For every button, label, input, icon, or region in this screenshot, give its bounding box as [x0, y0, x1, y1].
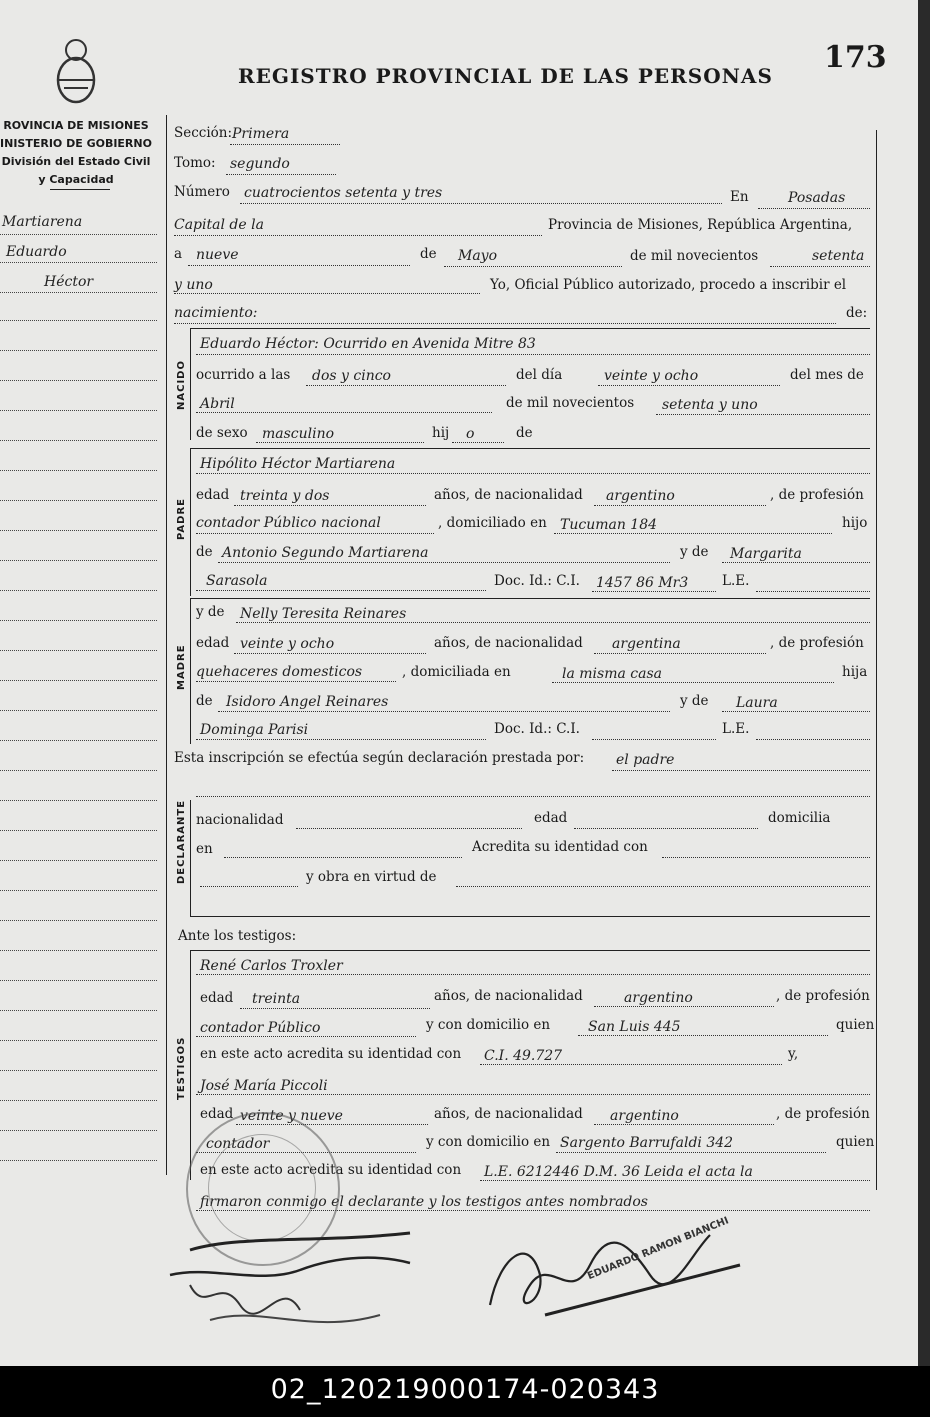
testigo2-edad: veinte y nueve	[240, 1108, 343, 1124]
de-label: de	[420, 246, 437, 262]
madre-yde2-label: y de	[680, 693, 709, 709]
padre-le-label: L.E.	[722, 573, 750, 589]
madre-nacionalidad: argentina	[612, 636, 681, 652]
testigo2-nacionalidad: argentino	[610, 1108, 679, 1124]
testigo1-prof-label: , de profesión	[776, 988, 870, 1004]
testigo2-nac-label: años, de nacionalidad	[434, 1106, 583, 1122]
page-edge	[918, 0, 930, 1366]
seccion-value: Primera	[232, 126, 290, 142]
agency-line: y Capacidad	[38, 173, 114, 186]
margin-note-name: Eduardo	[6, 244, 67, 260]
document-code: 02_120219000174-020343	[270, 1374, 660, 1405]
padre-dom-label: , domiciliado en	[438, 515, 547, 531]
testigo1-profesion: contador Público	[200, 1020, 321, 1036]
padre-de-label: de	[196, 544, 213, 560]
testigo2-profesion: contador	[206, 1136, 270, 1152]
padre-padre-de: Antonio Segundo Martiarena	[222, 545, 429, 561]
declarante-obra-label: y obra en virtud de	[306, 869, 437, 885]
testigos-section-label: TESTIGOS	[176, 1036, 187, 1100]
mil-label: de mil novecientos	[630, 248, 759, 264]
madre-edad: veinte y ocho	[240, 636, 335, 652]
padre-nac-label: años, de nacionalidad	[434, 487, 583, 503]
testigo1-domicilio: San Luis 445	[588, 1019, 681, 1035]
testigo1-dom-label: y con domicilio en	[426, 1017, 551, 1033]
testigo2-acredita-label: en este acto acredita su identidad con	[200, 1162, 462, 1178]
margin-note-surname: Martiarena	[2, 214, 83, 230]
declaracion-por: el padre	[616, 752, 675, 768]
madre-domicilio: la misma casa	[562, 666, 663, 682]
padre-nombre: Hipólito Héctor Martiarena	[200, 456, 396, 472]
madre-le-label: L.E.	[722, 721, 750, 737]
hijo-label: hijo	[842, 515, 868, 531]
nacido-mil-label: de mil novecientos	[506, 395, 635, 411]
hora-value: dos y cinco	[312, 368, 391, 384]
margin-note-name2: Héctor	[44, 274, 94, 290]
acto-value: nacimiento:	[174, 305, 258, 321]
padre-section-label: PADRE	[176, 498, 187, 540]
testigo1-y-label: y,	[788, 1046, 799, 1062]
nacido-mes-value: Abril	[200, 396, 235, 412]
padre-prof-label: , de profesión	[770, 487, 864, 503]
nacido-nombre: Eduardo Héctor: Ocurrido en Avenida Mitre 83	[200, 336, 536, 352]
yo-text: Yo, Oficial Público autorizado, procedo a inscribir el	[490, 277, 847, 293]
testigo2-dom-label: y con domicilio en	[426, 1134, 551, 1150]
sexo-label: de sexo	[196, 425, 248, 441]
dia-value: veinte y ocho	[604, 368, 699, 384]
a-value: nueve	[196, 247, 239, 263]
padre-doc: 1457 86 Mr3	[596, 575, 689, 591]
madre-de-label: de	[196, 693, 213, 709]
padre-edad-label: edad	[196, 487, 230, 503]
dia-label: del día	[516, 367, 563, 383]
padre-profesion: contador Público nacional	[196, 515, 381, 531]
testigo2-quien-label: quien	[836, 1134, 875, 1150]
madre-nac-label: años, de nacionalidad	[434, 635, 583, 651]
anio1-value: setenta	[812, 248, 865, 264]
en-label: En	[730, 189, 749, 205]
tomo-value: segundo	[230, 156, 290, 172]
testigo1-edad-label: edad	[200, 990, 234, 1006]
madre-nombre: Nelly Teresita Reinares	[240, 606, 407, 622]
numero-label: Número	[174, 184, 230, 200]
padre-domicilio: Tucuman 184	[560, 517, 658, 533]
testigo2-nombre: José María Piccoli	[200, 1078, 328, 1094]
agency-block	[0, 117, 152, 189]
madre-yde-label: y de	[196, 604, 225, 620]
nacido-section-label: NACIDO	[176, 360, 187, 410]
declarante-en-label: en	[196, 841, 213, 857]
provincia-text: Provincia de Misiones, República Argentina,	[548, 217, 853, 233]
sexo-value: masculino	[262, 426, 335, 442]
ante-testigos-label: Ante los testigos:	[178, 928, 297, 944]
madre-madre-de2: Dominga Parisi	[200, 722, 309, 738]
declarante-acredita-label: Acredita su identidad con	[472, 839, 648, 855]
declarante-domicilia-label: domicilia	[768, 810, 831, 826]
official-seal-text: EDUARDO RAMON BIANCHI	[586, 1215, 731, 1283]
declarante-nac-label: nacionalidad	[196, 812, 284, 828]
footer-bar	[0, 1366, 930, 1417]
madre-padre-de: Isidoro Angel Reinares	[226, 694, 389, 710]
nacido-anio-value: setenta y uno	[662, 397, 758, 413]
declaracion-text: Esta inscripción se efectúa según declaración prestada por:	[174, 750, 585, 766]
testigo1-doc: C.I. 49.727	[484, 1048, 563, 1064]
madre-madre-de: Laura	[736, 695, 778, 711]
testigo1-acredita-label: en este acto acredita su identidad con	[200, 1046, 462, 1062]
testigo2-prof-label: , de profesión	[776, 1106, 870, 1122]
agency-line: ROVINCIA DE MISIONES	[3, 119, 149, 132]
testigo2-doc: L.E. 6212446 D.M. 36 Leida el acta la	[484, 1164, 753, 1180]
agency-line: División del Estado Civil	[1, 155, 151, 168]
agency-line: INISTERIO DE GOBIERNO	[0, 137, 152, 150]
signature-marks	[150, 1215, 850, 1355]
a-label: a	[174, 246, 183, 262]
padre-doc-label: Doc. Id.: C.I.	[494, 573, 580, 589]
mes-label: del mes de	[790, 367, 864, 383]
hij-suffix: o	[466, 426, 475, 442]
madre-edad-label: edad	[196, 635, 230, 651]
madre-profesion: quehaceres domesticos	[196, 664, 363, 680]
testigo1-nac-label: años, de nacionalidad	[434, 988, 583, 1004]
testigo1-quien-label: quien	[836, 1017, 875, 1033]
padre-nacionalidad: argentino	[606, 488, 675, 504]
seccion-label: Sección:	[174, 125, 233, 141]
cierre-text: firmaron conmigo el declarante y los testigos antes nombrados	[200, 1194, 648, 1210]
testigo1-nacionalidad: argentino	[624, 990, 693, 1006]
hija-label: hija	[842, 664, 868, 680]
madre-prof-label: , de profesión	[770, 635, 864, 651]
testigo2-domicilio: Sargento Barrufaldi 342	[560, 1135, 734, 1151]
coat-of-arms-icon	[50, 36, 102, 108]
nacido-de-label: de	[516, 425, 533, 441]
mes-value: Mayo	[458, 248, 498, 264]
en-value: Posadas	[788, 190, 846, 206]
de-end-label: de:	[846, 305, 868, 321]
tomo-label: Tomo:	[174, 155, 216, 171]
numero-value: cuatrocientos setenta y tres	[244, 185, 443, 201]
testigo2-edad-label: edad	[200, 1106, 234, 1122]
testigo1-edad: treinta	[252, 991, 301, 1007]
padre-edad: treinta y dos	[240, 488, 330, 504]
padre-yde-label: y de	[680, 544, 709, 560]
padre-madre-de2: Sarasola	[206, 573, 268, 589]
padre-madre-de: Margarita	[730, 546, 802, 562]
declarante-section-label: DECLARANTE	[176, 799, 187, 884]
madre-doc-label: Doc. Id.: C.I.	[494, 721, 580, 737]
anio2-value: y uno	[174, 277, 213, 293]
testigo1-nombre: René Carlos Troxler	[200, 958, 343, 974]
madre-section-label: MADRE	[176, 644, 187, 690]
page-number: 173	[824, 40, 887, 75]
capital-value: Capital de la	[174, 217, 264, 233]
ocurrido-label: ocurrido a las	[196, 367, 291, 383]
madre-dom-label: , domiciliada en	[402, 664, 511, 680]
hij-label: hij	[432, 425, 450, 441]
declarante-edad-label: edad	[534, 810, 568, 826]
document-title: REGISTRO PROVINCIAL DE LAS PERSONAS	[238, 64, 773, 88]
